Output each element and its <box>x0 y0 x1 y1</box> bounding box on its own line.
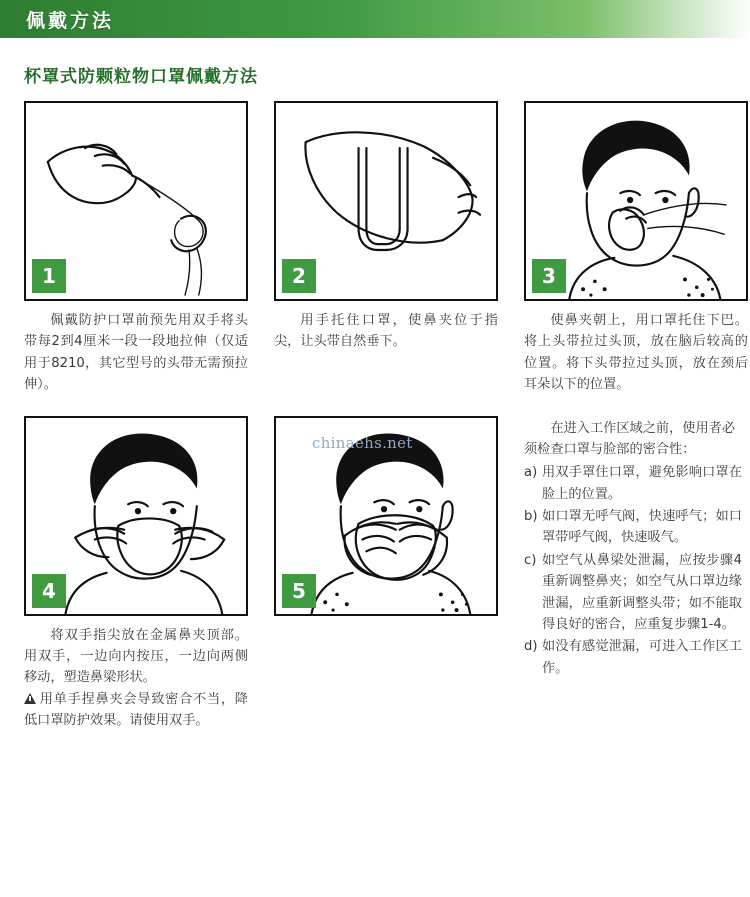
note-text-a: 用双手罩住口罩，避免影响口罩在脸上的位置。 <box>542 465 742 502</box>
step-1-figure <box>24 101 248 301</box>
note-text-d: 如没有感觉泄漏，可进入工作区工作。 <box>542 639 742 676</box>
step-3-caption <box>524 310 748 396</box>
step-4-caption-main: 将双手指尖放在金属鼻夹顶部。用双手，一边向内按压，一边向两侧移动，塑造鼻梁形状。 <box>24 627 248 686</box>
step-2-figure <box>274 101 498 301</box>
note-text-c: 如空气从鼻梁处泄漏，应按步骤4重新调整鼻夹；如空气从口罩边缘泄漏，应重新调整头带；如不能取得良好的密合，应重复步骤1-4。 <box>542 552 742 632</box>
step-5 <box>274 416 510 732</box>
note-text-b: 如口罩无呼气阀，快速呼气；如口罩带呼气阀，快速吸气。 <box>542 509 742 546</box>
step-3-badge: 3 <box>532 259 566 293</box>
step-4-figure <box>24 416 248 616</box>
note-marker-d: d) <box>524 639 538 655</box>
step-4 <box>24 416 260 732</box>
note-item-a <box>524 462 742 505</box>
step-5-badge: 5 <box>282 574 316 608</box>
step-1-caption-text: 佩戴防护口罩前预先用双手将头带每2到4厘米一段一段地拉伸（仅适用于8210，其它型号的头带无需预拉伸）。 <box>24 313 248 393</box>
note-item-b <box>524 506 742 549</box>
step-1 <box>24 101 260 396</box>
step-2-badge: 2 <box>282 259 316 293</box>
warning-icon <box>24 693 36 704</box>
step-3 <box>524 101 748 396</box>
step-2-caption <box>274 310 498 353</box>
note-marker-a: a) <box>524 465 538 481</box>
step-2-caption-text: 用手托住口罩，使鼻夹位于指尖，让头带自然垂下。 <box>274 313 498 350</box>
step-3-figure <box>524 101 748 301</box>
page-banner <box>0 0 750 38</box>
page-title: 佩戴方法 <box>26 9 115 32</box>
section-title: 杯罩式防颗粒物口罩佩戴方法 <box>24 67 258 87</box>
step-4-caption <box>24 625 248 732</box>
step-3-caption-text: 使鼻夹朝上，用口罩托住下巴。将上头带拉过头顶，放在脑后较高的位置。将下头带拉过头顶，放在颈后耳朵以下的位置。 <box>524 313 748 393</box>
step-4-caption-warning: 用单手捏鼻夹会导致密合不当，降低口罩防护效果。请使用双手。 <box>24 691 248 728</box>
step-2 <box>274 101 510 396</box>
notes-block <box>524 418 742 680</box>
step-1-caption <box>24 310 248 396</box>
notes-lead: 在进入工作区域之前，使用者必须检查口罩与脸部的密合性： <box>524 420 736 457</box>
step-4-badge: 4 <box>32 574 66 608</box>
note-item-c <box>524 550 742 636</box>
note-item-d <box>524 636 742 679</box>
fit-check-notes <box>524 416 748 732</box>
step-4-warning-line <box>24 689 248 732</box>
step-1-badge: 1 <box>32 259 66 293</box>
note-marker-b: b) <box>524 509 538 524</box>
watermark: chinaehs.net <box>312 434 413 452</box>
note-marker-c: c) <box>524 552 537 568</box>
steps-grid <box>24 101 748 731</box>
